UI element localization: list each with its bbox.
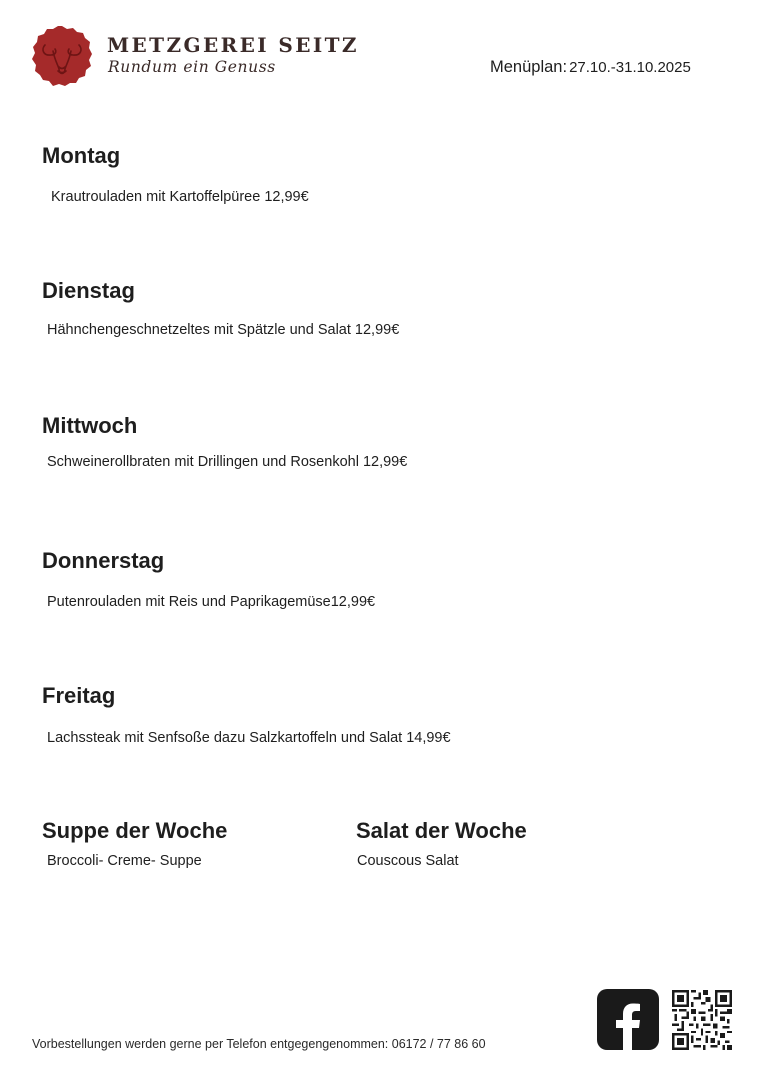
menu-plan-dates: 27.10.-31.10.2025 bbox=[569, 59, 691, 76]
day-heading-friday: Freitag bbox=[42, 683, 116, 708]
bull-head-seal-icon bbox=[31, 25, 93, 87]
day-heading-monday: Montag bbox=[42, 143, 121, 168]
preorder-note: Vorbestellungen werden gerne per Telefon entgegengenommen: 06172 / 77 86 60 bbox=[32, 1037, 486, 1051]
dish-tuesday: Hähnchengeschnetzeltes mit Spätzle und Salat 12,99€ bbox=[47, 322, 400, 338]
qr-code-icon bbox=[672, 990, 732, 1050]
brand-tagline: Rundum ein Genuss bbox=[108, 58, 276, 76]
facebook-icon bbox=[613, 1000, 643, 1050]
dish-wednesday: Schweinerollbraten mit Drillingen und Rosenkohl 12,99€ bbox=[47, 454, 408, 470]
soup-of-week-heading: Suppe der Woche bbox=[42, 818, 228, 843]
dish-thursday: Putenrouladen mit Reis und Paprikagemüse12,99€ bbox=[47, 594, 376, 610]
qr-code[interactable] bbox=[672, 990, 732, 1050]
menu-plan-date bbox=[490, 58, 691, 77]
facebook-link[interactable] bbox=[597, 989, 659, 1050]
menu-plan-label: Menüplan: bbox=[490, 58, 568, 76]
dish-monday: Krautrouladen mit Kartoffelpüree 12,99€ bbox=[51, 189, 309, 205]
day-heading-thursday: Donnerstag bbox=[42, 548, 165, 573]
brand-logo bbox=[31, 25, 93, 87]
salad-of-week-dish: Couscous Salat bbox=[357, 853, 459, 869]
soup-of-week-dish: Broccoli- Creme- Suppe bbox=[47, 853, 202, 869]
day-heading-wednesday: Mittwoch bbox=[42, 413, 138, 438]
salad-of-week-heading: Salat der Woche bbox=[356, 818, 527, 843]
dish-friday: Lachssteak mit Senfsoße dazu Salzkartoffeln und Salat 14,99€ bbox=[47, 730, 451, 746]
brand-name: METZGEREI SEITZ bbox=[107, 33, 359, 57]
day-heading-tuesday: Dienstag bbox=[42, 278, 135, 303]
